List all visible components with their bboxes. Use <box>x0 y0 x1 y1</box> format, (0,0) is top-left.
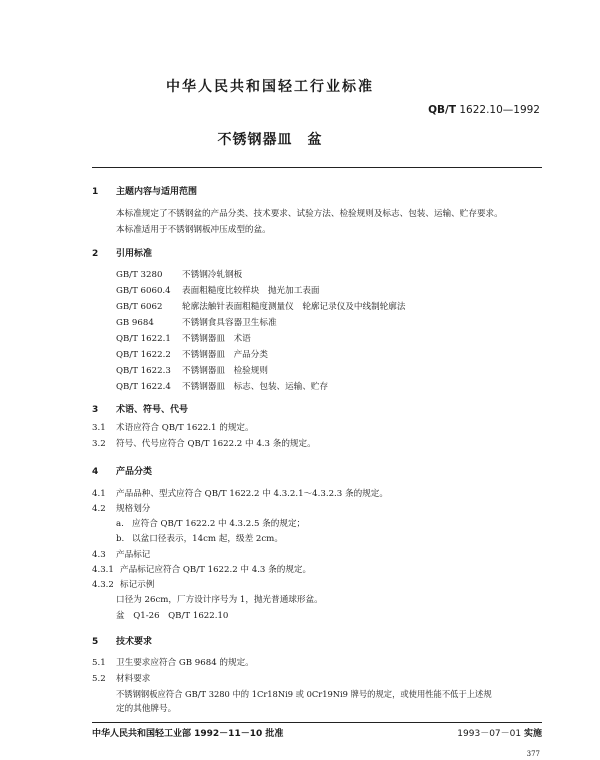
clause-text: 产品标记 <box>116 550 151 560</box>
clause-text: 符号、代号应符合 QB/T 1622.2 中 4.3 条的规定。 <box>116 439 316 449</box>
clause <box>92 657 254 669</box>
list-item-text: 以盆口径表示，14cm 起，级差 2cm。 <box>132 534 283 544</box>
standard-category-title: 中华人民共和国轻工行业标准 <box>166 79 374 95</box>
reference-code: QB/T 1622.2 <box>116 350 171 360</box>
reference-code: QB/T 1622.1 <box>116 334 171 344</box>
reference-name: 不锈钢器皿 标志、包装、运输、贮存 <box>182 382 329 392</box>
reference-code: GB 9684 <box>116 318 154 328</box>
reference-name: 不锈钢器皿 产品分类 <box>182 350 268 360</box>
clause <box>92 503 150 515</box>
list-item <box>116 533 283 545</box>
section-heading <box>92 184 197 197</box>
reference-name: 轮廓法触针表面粗糙度测量仪 轮廓记录仪及中线制轮廓法 <box>182 302 406 312</box>
reference-code: QB/T 1622.4 <box>116 382 171 392</box>
clause-text: 规格划分 <box>116 504 151 514</box>
section-title: 产品分类 <box>116 467 153 477</box>
reference-item <box>116 269 242 281</box>
section-number: 2 <box>92 249 99 259</box>
implementation-label: 实施 <box>523 729 542 739</box>
paragraph: 不锈钢钢板应符合 GB/T 3280 中的 1Cr18Ni9 或 0Cr19Ni9 牌号的规定，或使用性能不低于上述规 <box>116 689 492 699</box>
section-title: 引用标准 <box>116 249 153 259</box>
reference-code: QB/T 1622.3 <box>116 366 171 376</box>
clause-number: 4.3.1 <box>92 565 114 575</box>
reference-code: GB/T 3280 <box>116 270 163 280</box>
clause <box>92 438 316 450</box>
reference-name: 不锈钢器皿 术语 <box>182 334 251 344</box>
standard-code-prefix: QB/T <box>428 104 456 116</box>
section-title: 主题内容与适用范围 <box>116 187 198 197</box>
clause-number: 4.3.2 <box>92 580 114 590</box>
section-heading <box>92 246 152 259</box>
section-heading <box>92 402 188 415</box>
list-item <box>116 518 305 530</box>
clause-number: 4.1 <box>92 489 106 499</box>
implementation-date: 1993－07－01 <box>457 729 522 739</box>
reference-item <box>116 301 405 313</box>
standard-code-number: 1622.10—1992 <box>459 104 540 116</box>
header-divider <box>92 167 542 168</box>
document-title: 不锈钢器皿 盆 <box>217 132 323 148</box>
section-number: 4 <box>92 467 99 477</box>
section-number: 1 <box>92 187 99 197</box>
footer-divider <box>92 722 542 723</box>
reference-item <box>116 317 277 329</box>
clause-text: 标记示例 <box>120 580 155 590</box>
clause <box>92 579 154 591</box>
clause-number: 5.1 <box>92 658 106 668</box>
reference-item <box>116 349 268 361</box>
clause-text: 材料要求 <box>116 674 151 684</box>
clause <box>92 422 254 434</box>
paragraph: 定的其他牌号。 <box>116 704 177 714</box>
section-heading <box>92 464 152 477</box>
example-text: 口径为 26cm，厂方设计序号为 1，抛光普通球形盆。 <box>116 595 323 605</box>
reference-item <box>116 381 328 393</box>
paragraph: 本标准规定了不锈钢盆的产品分类、技术要求、试验方法、检验规则及标志、包装、运输、贮存要求。 <box>116 209 503 219</box>
list-item-label: a. <box>116 519 124 529</box>
reference-name: 不锈钢食具容器卫生标准 <box>182 318 277 328</box>
reference-name: 表面粗糙度比较样块 抛光加工表面 <box>182 286 320 296</box>
clause-text: 产品品种、型式应符合 QB/T 1622.2 中 4.3.2.1～4.3.2.3 条的规定。 <box>116 489 388 499</box>
reference-name: 不锈钢器皿 检验规则 <box>182 366 268 376</box>
reference-code: GB/T 6060.4 <box>116 286 171 296</box>
reference-item <box>116 285 320 297</box>
example-mark: 盆 Q1-26 QB/T 1622.10 <box>116 611 229 621</box>
clause <box>92 549 150 561</box>
clause-number: 5.2 <box>92 674 106 684</box>
list-item-label: b. <box>116 534 125 544</box>
section-number: 3 <box>92 405 99 415</box>
list-item-text: 应符合 QB/T 1622.2 中 4.3.2.5 条的规定； <box>132 519 306 529</box>
clause <box>92 488 388 500</box>
reference-item <box>116 365 268 377</box>
section-number: 5 <box>92 637 99 647</box>
standard-code <box>428 104 540 116</box>
clause-text: 产品标记应符合 QB/T 1622.2 中 4.3 条的规定。 <box>120 565 312 575</box>
reference-item <box>116 333 251 345</box>
approval-line: 中华人民共和国轻工业部 1992－11－10 批准 <box>92 729 284 739</box>
clause-number: 3.2 <box>92 439 106 449</box>
reference-code: GB/T 6062 <box>116 302 163 312</box>
clause <box>92 564 311 576</box>
clause-number: 4.2 <box>92 504 106 514</box>
section-title: 技术要求 <box>116 637 153 647</box>
clause-text: 卫生要求应符合 GB 9684 的规定。 <box>116 658 254 668</box>
clause-number: 4.3 <box>92 550 106 560</box>
paragraph: 本标准适用于不锈钢钢板冲压成型的盆。 <box>116 225 271 235</box>
section-heading <box>92 634 152 647</box>
section-title: 术语、符号、代号 <box>116 405 189 415</box>
clause-text: 术语应符合 QB/T 1622.1 的规定。 <box>116 423 254 433</box>
page-number: 377 <box>526 750 540 758</box>
reference-name: 不锈钢冷轧钢板 <box>182 270 243 280</box>
clause <box>92 673 150 685</box>
implementation-line <box>457 726 542 739</box>
clause-number: 3.1 <box>92 423 106 433</box>
